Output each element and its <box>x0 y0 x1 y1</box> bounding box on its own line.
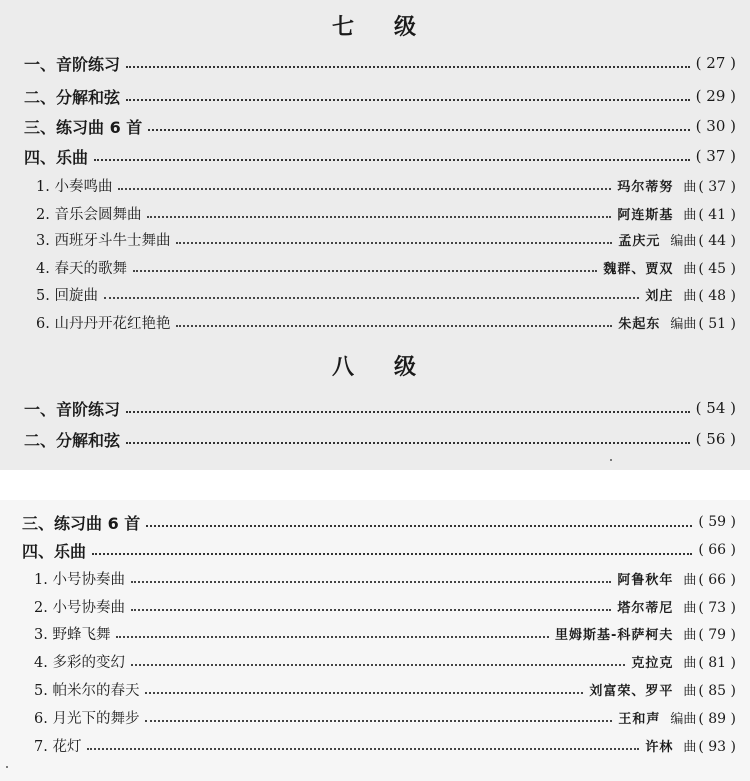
grade-7-heading <box>0 10 750 41</box>
dot-leader <box>176 242 612 244</box>
piece-title: 2. 小号协奏曲 <box>34 599 125 616</box>
composer: 朱起东 <box>618 316 661 332</box>
piece-credit <box>555 624 736 643</box>
dot-leader <box>116 636 548 638</box>
piece-credit <box>617 176 736 195</box>
entry-title: 三、练习曲 6 首 <box>24 117 143 137</box>
piece-credit <box>618 230 736 249</box>
piece-page: ( 37 ) <box>698 178 736 195</box>
piece-title: 4. 多彩的变幻 <box>34 654 125 671</box>
piece-title: 1. 小奏鸣曲 <box>36 178 113 195</box>
piece-page: ( 44 ) <box>698 232 736 249</box>
dot-leader <box>131 664 625 666</box>
toc-piece[interactable] <box>0 620 750 646</box>
piece-page: ( 66 ) <box>698 571 736 588</box>
toc-piece[interactable] <box>0 200 750 226</box>
credit-kind: 编曲 <box>670 233 697 249</box>
entry-page: ( 59 ) <box>698 514 736 530</box>
entry-page: ( 37 ) <box>695 147 736 165</box>
composer: 魏群、贾双 <box>603 261 674 277</box>
piece-credit <box>603 258 736 277</box>
entry-page: ( 66 ) <box>698 542 736 558</box>
credit-kind: 曲 <box>683 627 697 643</box>
dot-leader <box>133 270 597 272</box>
piece-title: 3. 西班牙斗牛士舞曲 <box>36 232 171 249</box>
credit-kind: 曲 <box>683 572 697 588</box>
credit-kind: 编曲 <box>670 316 697 332</box>
toc-piece[interactable] <box>0 648 750 674</box>
dot-leader <box>126 442 690 444</box>
piece-credit <box>618 708 736 727</box>
piece-credit <box>617 597 736 616</box>
dot-leader <box>94 159 690 161</box>
composer: 孟庆元 <box>618 233 661 249</box>
dot-leader <box>131 609 611 611</box>
dot-leader <box>176 325 612 327</box>
piece-page: ( 85 ) <box>698 682 736 699</box>
dot-leader <box>104 297 639 299</box>
dot-leader <box>92 553 692 555</box>
piece-title: 6. 月光下的舞步 <box>34 710 140 727</box>
grade-8-heading-char: 级 <box>394 355 419 380</box>
dot-leader <box>126 66 690 68</box>
composer: 玛尔蒂努 <box>617 179 674 195</box>
entry-title: 三、练习曲 6 首 <box>22 513 141 533</box>
composer: 阿连斯基 <box>617 207 674 223</box>
piece-credit <box>617 204 736 223</box>
entry-title: 四、乐曲 <box>22 541 87 561</box>
toc-entry[interactable] <box>0 537 750 563</box>
piece-page: ( 81 ) <box>698 654 736 671</box>
dot-leader <box>148 129 689 131</box>
grade-8-heading <box>0 350 750 381</box>
credit-kind: 曲 <box>683 683 697 699</box>
piece-title: 5. 回旋曲 <box>36 287 98 304</box>
piece-page: ( 41 ) <box>698 206 736 223</box>
piece-page: ( 79 ) <box>698 626 736 643</box>
piece-page: ( 73 ) <box>698 599 736 616</box>
grade-7-heading-char: 级 <box>394 15 419 40</box>
piece-page: ( 89 ) <box>698 710 736 727</box>
composer: 刘庄 <box>645 288 674 304</box>
piece-credit <box>589 680 736 699</box>
toc-entry[interactable] <box>0 509 750 535</box>
toc-entry[interactable] <box>0 143 750 169</box>
composer: 里姆斯基-科萨柯夫 <box>554 627 674 643</box>
composer: 许林 <box>645 739 674 755</box>
credit-kind: 曲 <box>683 739 697 755</box>
credit-kind: 曲 <box>683 207 697 223</box>
piece-page: ( 48 ) <box>698 287 736 304</box>
toc-piece[interactable] <box>0 226 750 252</box>
scan-speck <box>610 459 612 461</box>
entry-title: 一、音阶练习 <box>24 54 121 74</box>
dot-leader <box>118 188 611 190</box>
entry-page: ( 56 ) <box>695 430 736 448</box>
toc-piece[interactable] <box>0 565 750 591</box>
toc-piece[interactable] <box>0 732 750 758</box>
grade-7-heading-char: 七 <box>331 15 356 40</box>
toc-piece[interactable] <box>0 593 750 619</box>
entry-title: 二、分解和弦 <box>24 87 121 107</box>
piece-credit <box>617 569 736 588</box>
entry-title: 四、乐曲 <box>24 147 89 167</box>
piece-credit <box>631 652 736 671</box>
piece-title: 6. 山丹丹开花红艳艳 <box>36 315 171 332</box>
toc-piece[interactable] <box>0 309 750 335</box>
composer: 刘富荣、罗平 <box>589 683 674 699</box>
composer: 阿鲁秋年 <box>617 572 674 588</box>
dot-leader <box>146 525 692 527</box>
dot-leader <box>145 692 583 694</box>
grade-8-heading-char: 八 <box>331 355 356 380</box>
piece-page: ( 45 ) <box>698 260 736 277</box>
piece-page: ( 93 ) <box>698 738 736 755</box>
piece-title: 1. 小号协奏曲 <box>34 571 125 588</box>
toc-entry[interactable] <box>0 113 750 139</box>
credit-kind: 曲 <box>683 288 697 304</box>
dot-leader <box>131 581 611 583</box>
toc-piece[interactable] <box>0 281 750 307</box>
toc-entry[interactable] <box>0 426 750 452</box>
credit-kind: 曲 <box>683 261 697 277</box>
entry-title: 一、音阶练习 <box>24 399 121 419</box>
scan-speck <box>6 766 8 768</box>
toc-entry[interactable] <box>0 83 750 109</box>
dot-leader <box>126 99 690 101</box>
piece-title: 2. 音乐会圆舞曲 <box>36 206 142 223</box>
composer: 塔尔蒂尼 <box>617 600 674 616</box>
entry-title: 二、分解和弦 <box>24 430 121 450</box>
toc-piece[interactable] <box>0 676 750 702</box>
composer: 王和声 <box>618 711 661 727</box>
toc-piece[interactable] <box>0 254 750 280</box>
piece-title: 4. 春天的歌舞 <box>36 260 127 277</box>
dot-leader <box>87 748 639 750</box>
entry-page: ( 54 ) <box>695 399 736 417</box>
entry-page: ( 27 ) <box>695 54 736 72</box>
piece-credit <box>645 285 736 304</box>
entry-page: ( 29 ) <box>695 87 736 105</box>
composer: 克拉克 <box>631 655 674 671</box>
credit-kind: 曲 <box>683 655 697 671</box>
toc-piece[interactable] <box>0 172 750 198</box>
piece-page: ( 51 ) <box>698 315 736 332</box>
dot-leader <box>147 216 611 218</box>
piece-credit <box>645 736 736 755</box>
piece-credit <box>618 313 736 332</box>
piece-title: 3. 野蜂飞舞 <box>34 626 111 643</box>
toc-page-bottom <box>0 500 750 781</box>
dot-leader <box>126 411 690 413</box>
toc-piece[interactable] <box>0 704 750 730</box>
credit-kind: 曲 <box>683 179 697 195</box>
piece-title: 5. 帕米尔的春天 <box>34 682 140 699</box>
toc-entry[interactable] <box>0 395 750 421</box>
piece-title: 7. 花灯 <box>34 738 82 755</box>
toc-entry[interactable] <box>0 50 750 76</box>
page-gap <box>0 470 750 500</box>
entry-page: ( 30 ) <box>695 117 736 135</box>
credit-kind: 编曲 <box>670 711 697 727</box>
dot-leader <box>145 720 612 722</box>
credit-kind: 曲 <box>683 600 697 616</box>
